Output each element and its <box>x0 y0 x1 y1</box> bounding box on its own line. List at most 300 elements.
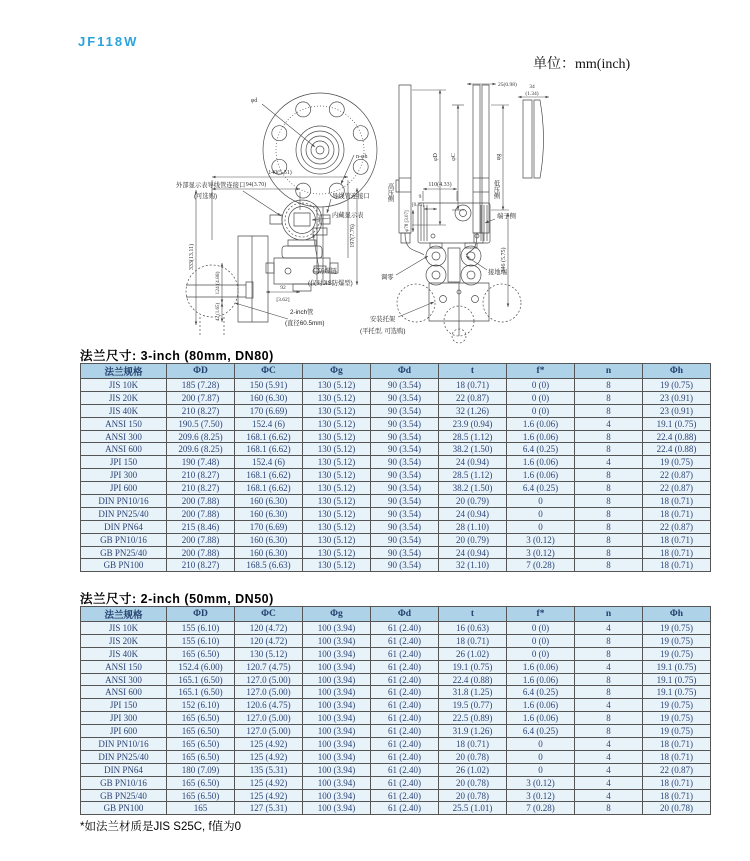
dim-94: 94(3.70) <box>245 182 267 188</box>
dim-phi-C: φC <box>451 153 457 161</box>
value-cell: 28.5 (1.12) <box>439 469 507 482</box>
value-cell: 23 (0.91) <box>643 391 711 404</box>
column-header: f* <box>507 364 575 379</box>
value-cell: 0 (0) <box>507 622 575 635</box>
value-cell: 100 (3.94) <box>303 789 371 802</box>
column-header: n <box>575 607 643 622</box>
value-cell: 6.4 (0.25) <box>507 725 575 738</box>
value-cell: 8 <box>575 443 643 456</box>
column-header: Φd <box>371 364 439 379</box>
dim-9: 9 <box>418 194 422 200</box>
table-row <box>81 802 711 815</box>
value-cell: 130 (5.12) <box>303 379 371 392</box>
dim-146: 146 (5.75) <box>501 247 507 273</box>
value-cell: 168.1 (6.62) <box>235 430 303 443</box>
value-cell: 155 (6.10) <box>167 634 235 647</box>
value-cell: 26 (1.02) <box>439 647 507 660</box>
value-cell: 90 (3.54) <box>371 495 439 508</box>
value-cell: 100 (3.94) <box>303 699 371 712</box>
value-cell: 127 (5.31) <box>235 802 303 815</box>
table-row <box>81 750 711 763</box>
value-cell: 8 <box>575 495 643 508</box>
table-row <box>81 507 711 520</box>
value-cell: 100 (3.94) <box>303 634 371 647</box>
value-cell: 25.5 (1.01) <box>439 802 507 815</box>
value-cell: 19 (0.75) <box>643 647 711 660</box>
value-cell: 31.8 (1.25) <box>439 686 507 699</box>
table-row <box>81 634 711 647</box>
flange-spec-cell: DIN PN25/40 <box>81 507 167 520</box>
flange-table-dn80 <box>80 363 711 572</box>
value-cell: 130 (5.12) <box>303 559 371 572</box>
flange-spec-cell: DIN PN25/40 <box>81 750 167 763</box>
value-cell: 125 (4.92) <box>235 750 303 763</box>
transmitter-front-view <box>360 81 549 343</box>
column-header: f* <box>507 607 575 622</box>
value-cell: 130 (5.12) <box>303 417 371 430</box>
table-row <box>81 495 711 508</box>
value-cell: 18 (0.71) <box>643 750 711 763</box>
table-row <box>81 391 711 404</box>
value-cell: 6.4 (0.25) <box>507 443 575 456</box>
flange-spec-cell: DIN PN10/16 <box>81 495 167 508</box>
flange-table-dn50 <box>80 606 711 815</box>
flange-spec-cell: GB PN100 <box>81 559 167 572</box>
flange-face-view <box>251 93 377 283</box>
column-header: Φh <box>643 364 711 379</box>
value-cell: 18 (0.71) <box>643 776 711 789</box>
value-cell: 130 (5.12) <box>235 647 303 660</box>
value-cell: 90 (3.54) <box>371 379 439 392</box>
flange-spec-cell: DIN PN10/16 <box>81 738 167 751</box>
value-cell: 120.7 (4.75) <box>235 660 303 673</box>
value-cell: 3 (0.12) <box>507 776 575 789</box>
value-cell: 8 <box>575 634 643 647</box>
value-cell: 0 (0) <box>507 647 575 660</box>
value-cell: 90 (3.54) <box>371 430 439 443</box>
value-cell: 165.1 (6.50) <box>167 686 235 699</box>
value-cell: 4 <box>575 750 643 763</box>
dim-25: 25(0.98) <box>498 82 517 88</box>
value-cell: 0 <box>507 738 575 751</box>
label-flameproof-note: (仅对JIS防爆型) <box>308 280 353 287</box>
flange-spec-cell: ANSI 300 <box>81 673 167 686</box>
dim-phi-d: φd <box>250 98 258 104</box>
label-bracket-note: (平托型, 可选购) <box>360 328 406 335</box>
value-cell: 160 (6.30) <box>235 507 303 520</box>
value-cell: 61 (2.40) <box>371 699 439 712</box>
value-cell: 160 (6.30) <box>235 495 303 508</box>
value-cell: 22 (0.87) <box>439 391 507 404</box>
value-cell: 100 (3.94) <box>303 686 371 699</box>
column-header: Φg <box>303 607 371 622</box>
column-header: Φg <box>303 364 371 379</box>
value-cell: 90 (3.54) <box>371 417 439 430</box>
table-row <box>81 622 711 635</box>
value-cell: 4 <box>575 789 643 802</box>
table-row <box>81 763 711 776</box>
value-cell: 0 <box>507 750 575 763</box>
value-cell: 8 <box>575 673 643 686</box>
value-cell: 4 <box>575 776 643 789</box>
column-header: ΦC <box>235 364 303 379</box>
value-cell: 8 <box>575 647 643 660</box>
value-cell: 19.1 (0.75) <box>643 417 711 430</box>
dim-110: 110(4.33) <box>428 182 452 188</box>
value-cell: 135 (5.31) <box>235 763 303 776</box>
value-cell: 4 <box>575 622 643 635</box>
table-row <box>81 660 711 673</box>
value-cell: 7 (0.28) <box>507 559 575 572</box>
value-cell: 165 (6.50) <box>167 647 235 660</box>
value-cell: 152 (6.10) <box>167 699 235 712</box>
table-row <box>81 686 711 699</box>
value-cell: 22.4 (0.88) <box>643 443 711 456</box>
value-cell: 100 (3.94) <box>303 647 371 660</box>
value-cell: 200 (7.88) <box>167 495 235 508</box>
value-cell: 6.4 (0.25) <box>507 686 575 699</box>
value-cell: 61 (2.40) <box>371 622 439 635</box>
flange-spec-cell: JPI 600 <box>81 482 167 495</box>
value-cell: 100 (3.94) <box>303 738 371 751</box>
label-builtin-display: 内藏显示表 <box>332 212 364 219</box>
value-cell: 0 (0) <box>507 404 575 417</box>
table-row <box>81 559 711 572</box>
dim-34-inch: (1.34) <box>525 91 539 97</box>
value-cell: 0 <box>507 495 575 508</box>
value-cell: 61 (2.40) <box>371 725 439 738</box>
value-cell: 152.4 (6.00) <box>167 660 235 673</box>
value-cell: 100 (3.94) <box>303 776 371 789</box>
value-cell: 22 (0.87) <box>643 482 711 495</box>
table-row <box>81 456 711 469</box>
value-cell: 90 (3.54) <box>371 456 439 469</box>
value-cell: 19.1 (0.75) <box>643 660 711 673</box>
value-cell: 160 (6.30) <box>235 533 303 546</box>
value-cell: 18 (0.71) <box>439 634 507 647</box>
value-cell: 165 (6.50) <box>167 789 235 802</box>
value-cell: 8 <box>575 391 643 404</box>
value-cell: 18 (0.71) <box>643 495 711 508</box>
value-cell: 125 (4.92) <box>235 776 303 789</box>
value-cell: 19 (0.75) <box>643 699 711 712</box>
value-cell: 120 (4.72) <box>235 622 303 635</box>
value-cell: 209.6 (8.25) <box>167 430 235 443</box>
value-cell: 61 (2.40) <box>371 789 439 802</box>
value-cell: 8 <box>575 686 643 699</box>
value-cell: 130 (5.12) <box>303 443 371 456</box>
value-cell: 160 (6.30) <box>235 391 303 404</box>
value-cell: 90 (3.54) <box>371 533 439 546</box>
value-cell: 210 (8.27) <box>167 404 235 417</box>
value-cell: 100 (3.94) <box>303 750 371 763</box>
value-cell: 0 (0) <box>507 391 575 404</box>
flange-spec-cell: JPI 150 <box>81 699 167 712</box>
value-cell: 1.6 (0.06) <box>507 660 575 673</box>
value-cell: 127.0 (5.00) <box>235 725 303 738</box>
value-cell: 190 (7.48) <box>167 456 235 469</box>
value-cell: 215 (8.46) <box>167 520 235 533</box>
value-cell: 19 (0.75) <box>643 725 711 738</box>
value-cell: 61 (2.40) <box>371 634 439 647</box>
value-cell: 90 (3.54) <box>371 443 439 456</box>
model-code: JF118W <box>78 34 139 49</box>
value-cell: 8 <box>575 520 643 533</box>
value-cell: 0 <box>507 520 575 533</box>
value-cell: 130 (5.12) <box>303 430 371 443</box>
table-row <box>81 673 711 686</box>
label-pipe-diameter: (直径60.5mm) <box>285 320 325 327</box>
value-cell: 209.6 (8.25) <box>167 443 235 456</box>
value-cell: 90 (3.54) <box>371 507 439 520</box>
column-header: n <box>575 364 643 379</box>
table-row <box>81 417 711 430</box>
value-cell: 18 (0.71) <box>439 738 507 751</box>
value-cell: 8 <box>575 712 643 725</box>
dim-124: 124 (4.88) <box>215 271 221 295</box>
flange-spec-cell: GB PN25/40 <box>81 789 167 802</box>
value-cell: 19.5 (0.77) <box>439 699 507 712</box>
dim-9-inch: [0.35] <box>411 203 425 208</box>
label-flameproof: 防爆链 <box>318 268 337 275</box>
flange-spec-cell: ANSI 150 <box>81 660 167 673</box>
value-cell: 8 <box>575 507 643 520</box>
table-row <box>81 789 711 802</box>
value-cell: 90 (3.54) <box>371 391 439 404</box>
table-row <box>81 469 711 482</box>
flange-spec-cell: DIN PN64 <box>81 520 167 533</box>
value-cell: 130 (5.12) <box>303 546 371 559</box>
flange-spec-cell: GB PN10/16 <box>81 533 167 546</box>
value-cell: 165 <box>167 802 235 815</box>
value-cell: 90 (3.54) <box>371 559 439 572</box>
flange-spec-cell: ANSI 150 <box>81 417 167 430</box>
value-cell: 200 (7.88) <box>167 507 235 520</box>
value-cell: 61 (2.40) <box>371 712 439 725</box>
value-cell: 180 (7.09) <box>167 763 235 776</box>
value-cell: 23 (0.91) <box>643 404 711 417</box>
value-cell: 22.4 (0.88) <box>439 673 507 686</box>
value-cell: 130 (5.12) <box>303 482 371 495</box>
value-cell: 210 (8.27) <box>167 469 235 482</box>
value-cell: 90 (3.54) <box>371 469 439 482</box>
dim-phi-D: φD <box>433 153 439 161</box>
value-cell: 100 (3.94) <box>303 660 371 673</box>
value-cell: 125 (4.92) <box>235 738 303 751</box>
value-cell: 19 (0.75) <box>643 622 711 635</box>
value-cell: 38.2 (1.50) <box>439 443 507 456</box>
value-cell: 19 (0.75) <box>643 456 711 469</box>
value-cell: 32 (1.26) <box>439 404 507 417</box>
value-cell: 0 <box>507 507 575 520</box>
value-cell: 130 (5.12) <box>303 520 371 533</box>
technical-drawing <box>0 70 750 350</box>
column-header: ΦD <box>167 607 235 622</box>
value-cell: 100 (3.94) <box>303 763 371 776</box>
value-cell: 22 (0.87) <box>643 520 711 533</box>
value-cell: 3 (0.12) <box>507 789 575 802</box>
flange-spec-cell: JIS 20K <box>81 391 167 404</box>
value-cell: 4 <box>575 738 643 751</box>
value-cell: 22.4 (0.88) <box>643 430 711 443</box>
value-cell: 61 (2.40) <box>371 686 439 699</box>
flange-spec-cell: GB PN10/16 <box>81 776 167 789</box>
value-cell: 1.6 (0.06) <box>507 417 575 430</box>
value-cell: 3 (0.12) <box>507 546 575 559</box>
value-cell: 100 (3.94) <box>303 802 371 815</box>
value-cell: 120 (4.72) <box>235 634 303 647</box>
value-cell: 8 <box>575 469 643 482</box>
value-cell: 120.6 (4.75) <box>235 699 303 712</box>
value-cell: 152.4 (6) <box>235 417 303 430</box>
value-cell: 8 <box>575 404 643 417</box>
value-cell: 16 (0.63) <box>439 622 507 635</box>
value-cell: 4 <box>575 417 643 430</box>
value-cell: 0 <box>507 763 575 776</box>
value-cell: 168.1 (6.62) <box>235 469 303 482</box>
value-cell: 20 (0.78) <box>439 776 507 789</box>
value-cell: 20 (0.78) <box>643 802 711 815</box>
value-cell: 61 (2.40) <box>371 673 439 686</box>
value-cell: 200 (7.87) <box>167 391 235 404</box>
value-cell: 4 <box>575 699 643 712</box>
table-row <box>81 379 711 392</box>
value-cell: 24 (0.94) <box>439 456 507 469</box>
value-cell: 20 (0.78) <box>439 750 507 763</box>
value-cell: 23.9 (0.94) <box>439 417 507 430</box>
value-cell: 20 (0.79) <box>439 533 507 546</box>
value-cell: 4 <box>575 456 643 469</box>
column-header: ΦD <box>167 364 235 379</box>
unit-label: 单位：mm(inch) <box>533 57 631 72</box>
value-cell: 130 (5.12) <box>303 469 371 482</box>
footnote: *如法兰材质是JIS S25C, f值为0 <box>80 821 242 833</box>
table1-title: 法兰尺寸: 3-inch (80mm, DN80) <box>80 349 274 363</box>
dim-140: 140(5.51) <box>268 170 292 176</box>
table-row <box>81 482 711 495</box>
value-cell: 160 (6.30) <box>235 546 303 559</box>
value-cell: 1.6 (0.06) <box>507 456 575 469</box>
label-2inch-pipe: 2-inch管 <box>290 309 314 316</box>
value-cell: 168.5 (6.63) <box>235 559 303 572</box>
value-cell: 3 (0.12) <box>507 533 575 546</box>
label-ext-display-port: 外部显示表导线管连接口 <box>176 182 246 189</box>
label-lp-side: 低压侧 <box>492 180 500 199</box>
value-cell: 19 (0.75) <box>643 712 711 725</box>
value-cell: 8 <box>575 725 643 738</box>
label-hp-side: 高压侧 <box>386 183 394 202</box>
flange-spec-cell: ANSI 600 <box>81 443 167 456</box>
table-row <box>81 533 711 546</box>
value-cell: 1.6 (0.06) <box>507 699 575 712</box>
table-row <box>81 647 711 660</box>
value-cell: 8 <box>575 379 643 392</box>
value-cell: 8 <box>575 533 643 546</box>
value-cell: 18 (0.71) <box>643 789 711 802</box>
flange-spec-cell: GB PN100 <box>81 802 167 815</box>
value-cell: 28 (1.10) <box>439 520 507 533</box>
value-cell: 127.0 (5.00) <box>235 712 303 725</box>
table-row <box>81 776 711 789</box>
value-cell: 7 (0.28) <box>507 802 575 815</box>
table-row <box>81 725 711 738</box>
value-cell: 32 (1.10) <box>439 559 507 572</box>
label-terminal-side: 端子侧 <box>497 213 516 220</box>
table-row <box>81 404 711 417</box>
flange-spec-cell: JPI 300 <box>81 712 167 725</box>
header-row <box>81 607 711 622</box>
value-cell: 18 (0.71) <box>643 507 711 520</box>
dim-n-phi-h: n-φh <box>356 154 368 160</box>
table-row <box>81 443 711 456</box>
value-cell: 130 (5.12) <box>303 495 371 508</box>
header-row <box>81 364 711 379</box>
value-cell: 200 (7.88) <box>167 546 235 559</box>
transmitter-side-view <box>176 169 370 336</box>
label-mounting-bracket: 安装托架 <box>370 316 396 323</box>
value-cell: 24 (0.94) <box>439 546 507 559</box>
value-cell: 19.1 (0.75) <box>643 686 711 699</box>
value-cell: 168.1 (6.62) <box>235 482 303 495</box>
flange-spec-cell: JIS 10K <box>81 379 167 392</box>
value-cell: 1.6 (0.06) <box>507 673 575 686</box>
value-cell: 4 <box>575 763 643 776</box>
value-cell: 1.6 (0.06) <box>507 430 575 443</box>
flange-spec-cell: GB PN25/40 <box>81 546 167 559</box>
value-cell: 165 (6.50) <box>167 776 235 789</box>
column-header: ΦC <box>235 607 303 622</box>
table2-title: 法兰尺寸: 2-inch (50mm, DN50) <box>80 592 274 606</box>
value-cell: 152.4 (6) <box>235 456 303 469</box>
value-cell: 0 (0) <box>507 379 575 392</box>
value-cell: 19 (0.75) <box>643 379 711 392</box>
label-zero-adjust: 调零 <box>381 274 394 281</box>
column-header: 法兰规格 <box>81 364 167 379</box>
value-cell: 18 (0.71) <box>643 559 711 572</box>
column-header: 法兰规格 <box>81 607 167 622</box>
value-cell: 4 <box>575 660 643 673</box>
table-row <box>81 430 711 443</box>
column-header: Φh <box>643 607 711 622</box>
column-header: t <box>439 364 507 379</box>
value-cell: 22.5 (0.89) <box>439 712 507 725</box>
value-cell: 19.1 (0.75) <box>439 660 507 673</box>
value-cell: 185 (7.28) <box>167 379 235 392</box>
column-header: Φd <box>371 607 439 622</box>
flange-spec-cell: JIS 40K <box>81 647 167 660</box>
column-header: t <box>439 607 507 622</box>
value-cell: 150 (5.91) <box>235 379 303 392</box>
flange-spec-cell: JPI 150 <box>81 456 167 469</box>
value-cell: 0 (0) <box>507 634 575 647</box>
value-cell: 100 (3.94) <box>303 712 371 725</box>
flange-spec-cell: JIS 10K <box>81 622 167 635</box>
value-cell: 19.1 (0.75) <box>643 673 711 686</box>
value-cell: 19 (0.75) <box>643 634 711 647</box>
value-cell: 61 (2.40) <box>371 776 439 789</box>
flange-spec-cell: JPI 600 <box>81 725 167 738</box>
value-cell: 8 <box>575 546 643 559</box>
value-cell: 190.5 (7.50) <box>167 417 235 430</box>
value-cell: 165 (6.50) <box>167 725 235 738</box>
label-optional: (可选购) <box>194 193 218 200</box>
value-cell: 6.4 (0.25) <box>507 482 575 495</box>
dim-92-inch: [3.62] <box>276 297 290 303</box>
dim-197: 197(7.76) <box>350 224 356 248</box>
table-row <box>81 699 711 712</box>
table-row <box>81 546 711 559</box>
value-cell: 165.1 (6.50) <box>167 673 235 686</box>
